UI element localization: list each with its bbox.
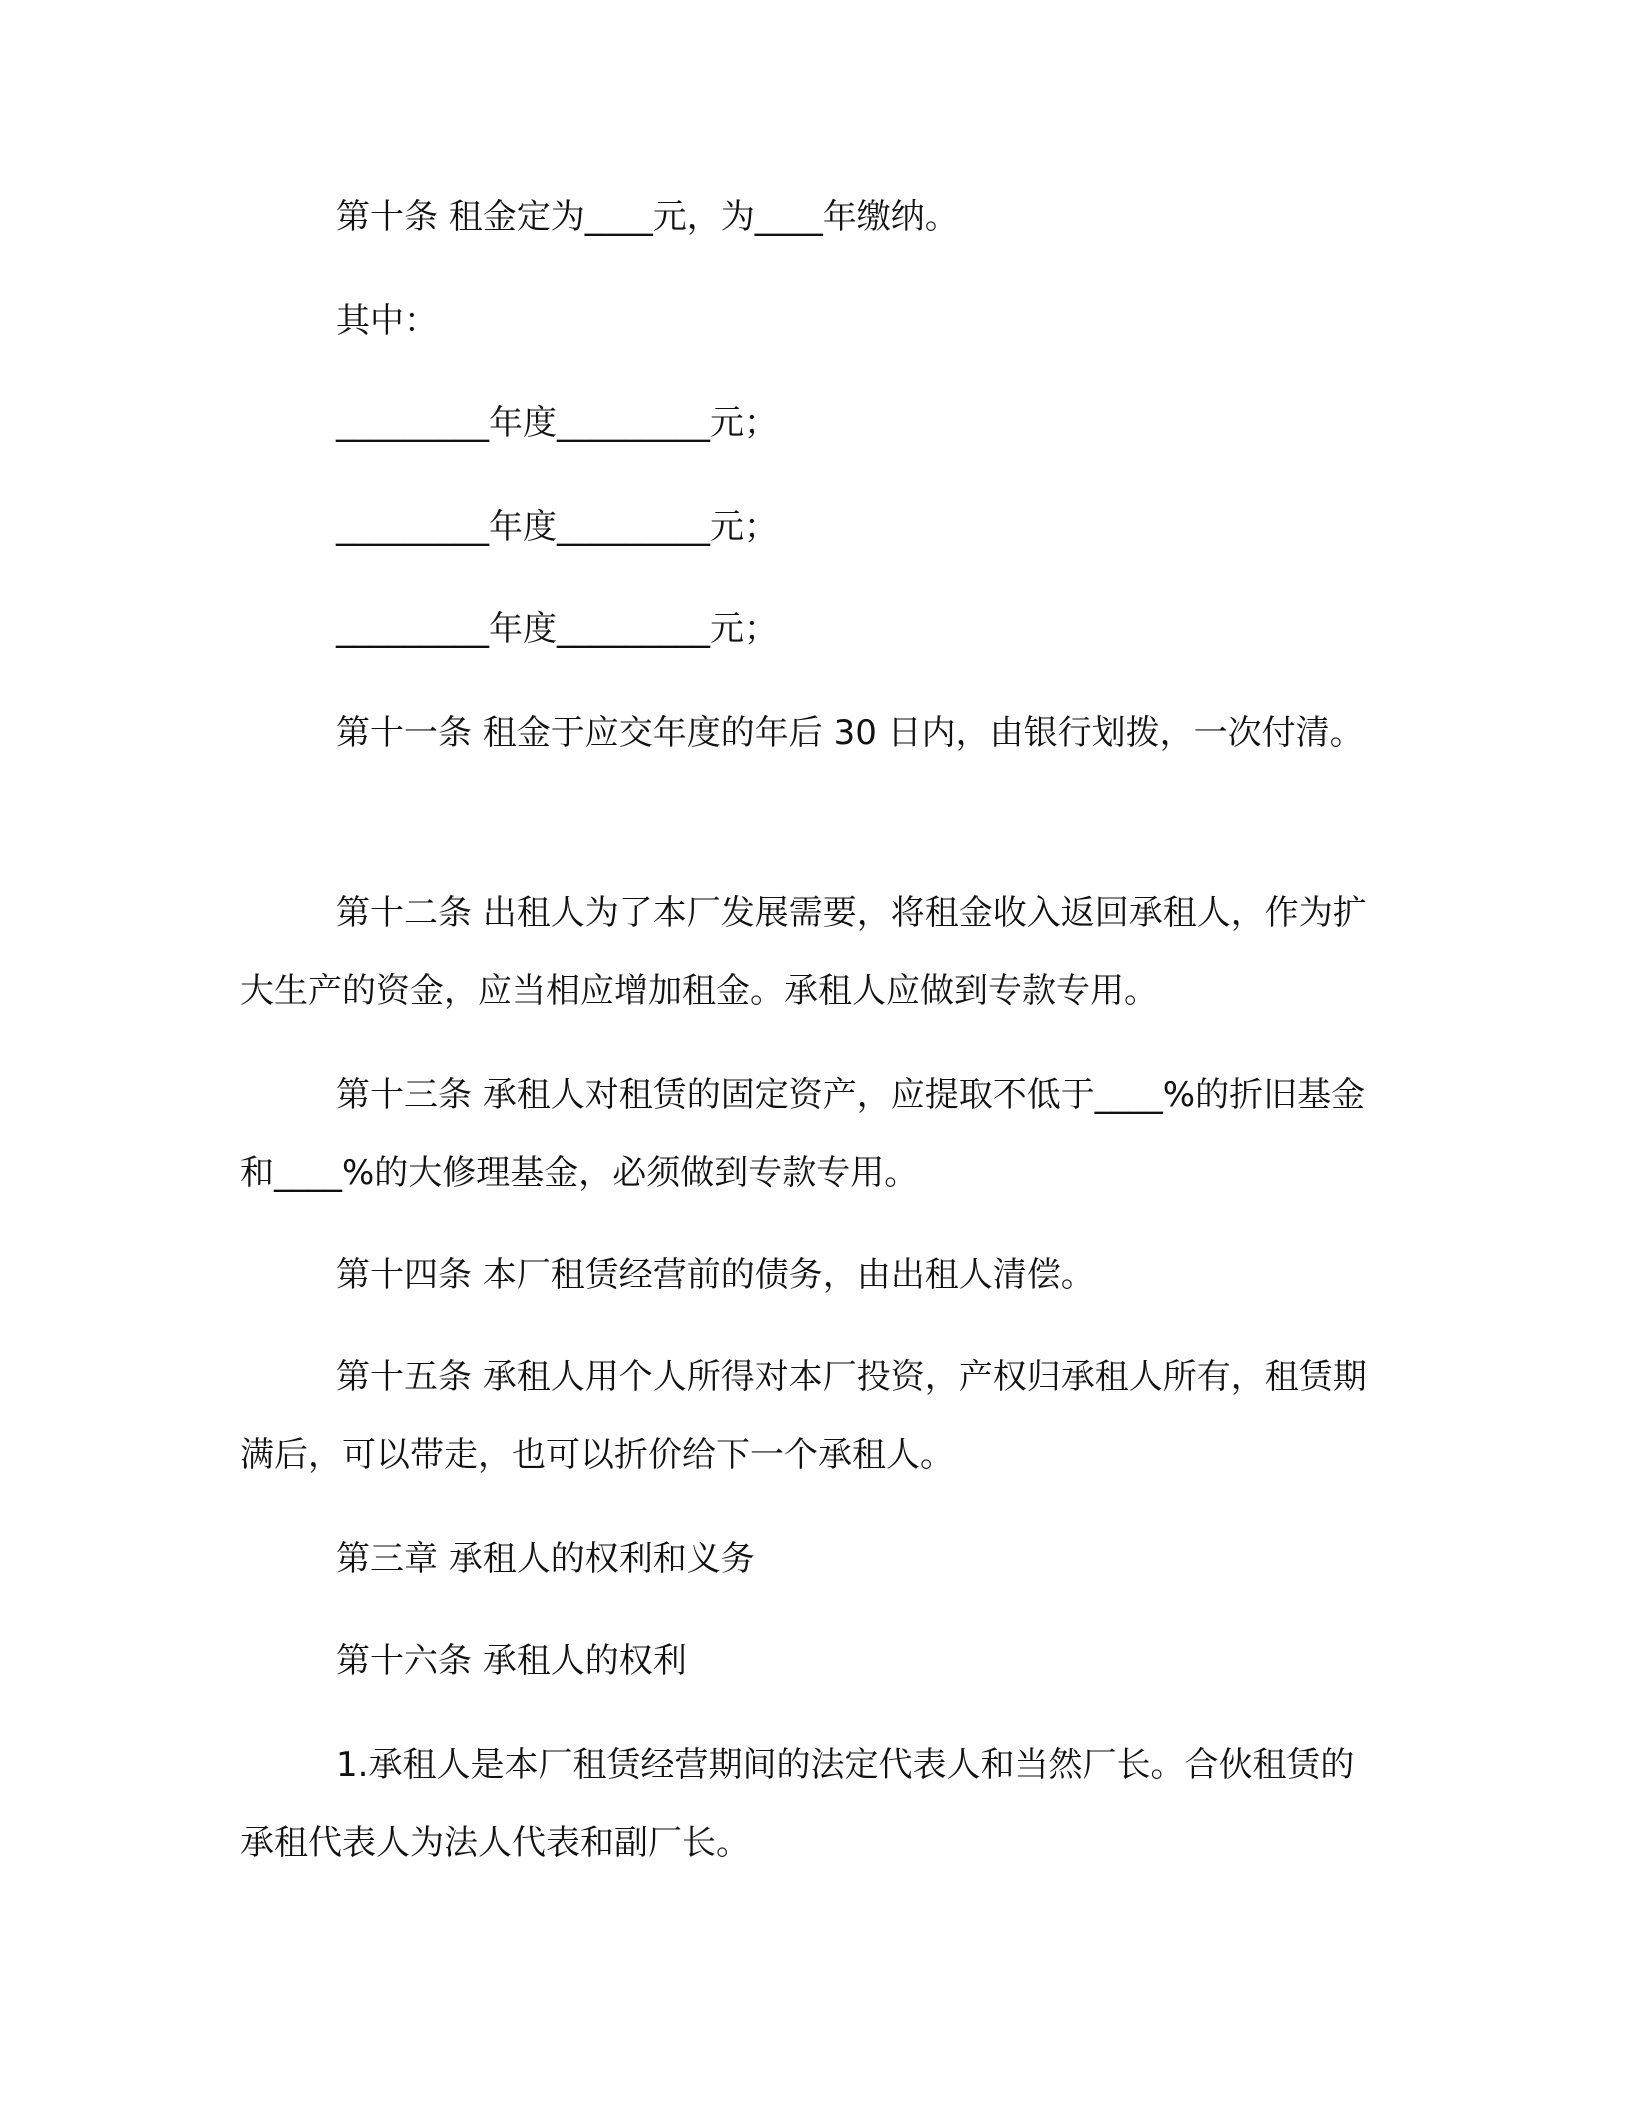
article-16-item-1: 1.承租人是本厂租赁经营期间的法定代表人和当然厂长。合伙租赁的承租代表人为法人代表和副厂长。 <box>240 1745 1355 1863</box>
article-12: 第十二条 出租人为了本厂发展需要，将租金收入返回承租人，作为扩大生产的资金，应当相应增加租金。承租人应做到专款专用。 <box>240 893 1367 1011</box>
article-14: 第十四条 本厂租赁经营前的债务，由出租人清偿。 <box>336 1255 1095 1295</box>
chapter-3-heading: 第三章 承租人的权利和义务 <box>336 1539 755 1579</box>
year-amount-line-2: _________年度_________元； <box>336 507 778 547</box>
year-amount-line-1: _________年度_________元； <box>336 403 778 443</box>
article-13: 第十三条 承租人对租赁的固定资产，应提取不低于____%的折旧基金和____%的大修理基金，必须做到专款专用。 <box>240 1075 1366 1193</box>
article-15: 第十五条 承租人用个人所得对本厂投资，产权归承租人所有，租赁期满后，可以带走，也可以折价给下一个承租人。 <box>240 1357 1367 1475</box>
among-which-label: 其中： <box>336 301 438 341</box>
year-amount-line-3: _________年度_________元； <box>336 609 778 649</box>
article-11: 第十一条 租金于应交年度的年后 30 日内，由银行划拨，一次付清。 <box>336 713 1364 753</box>
article-10: 第十条 租金定为____元，为____年缴纳。 <box>336 197 959 237</box>
article-16: 第十六条 承租人的权利 <box>336 1641 687 1681</box>
